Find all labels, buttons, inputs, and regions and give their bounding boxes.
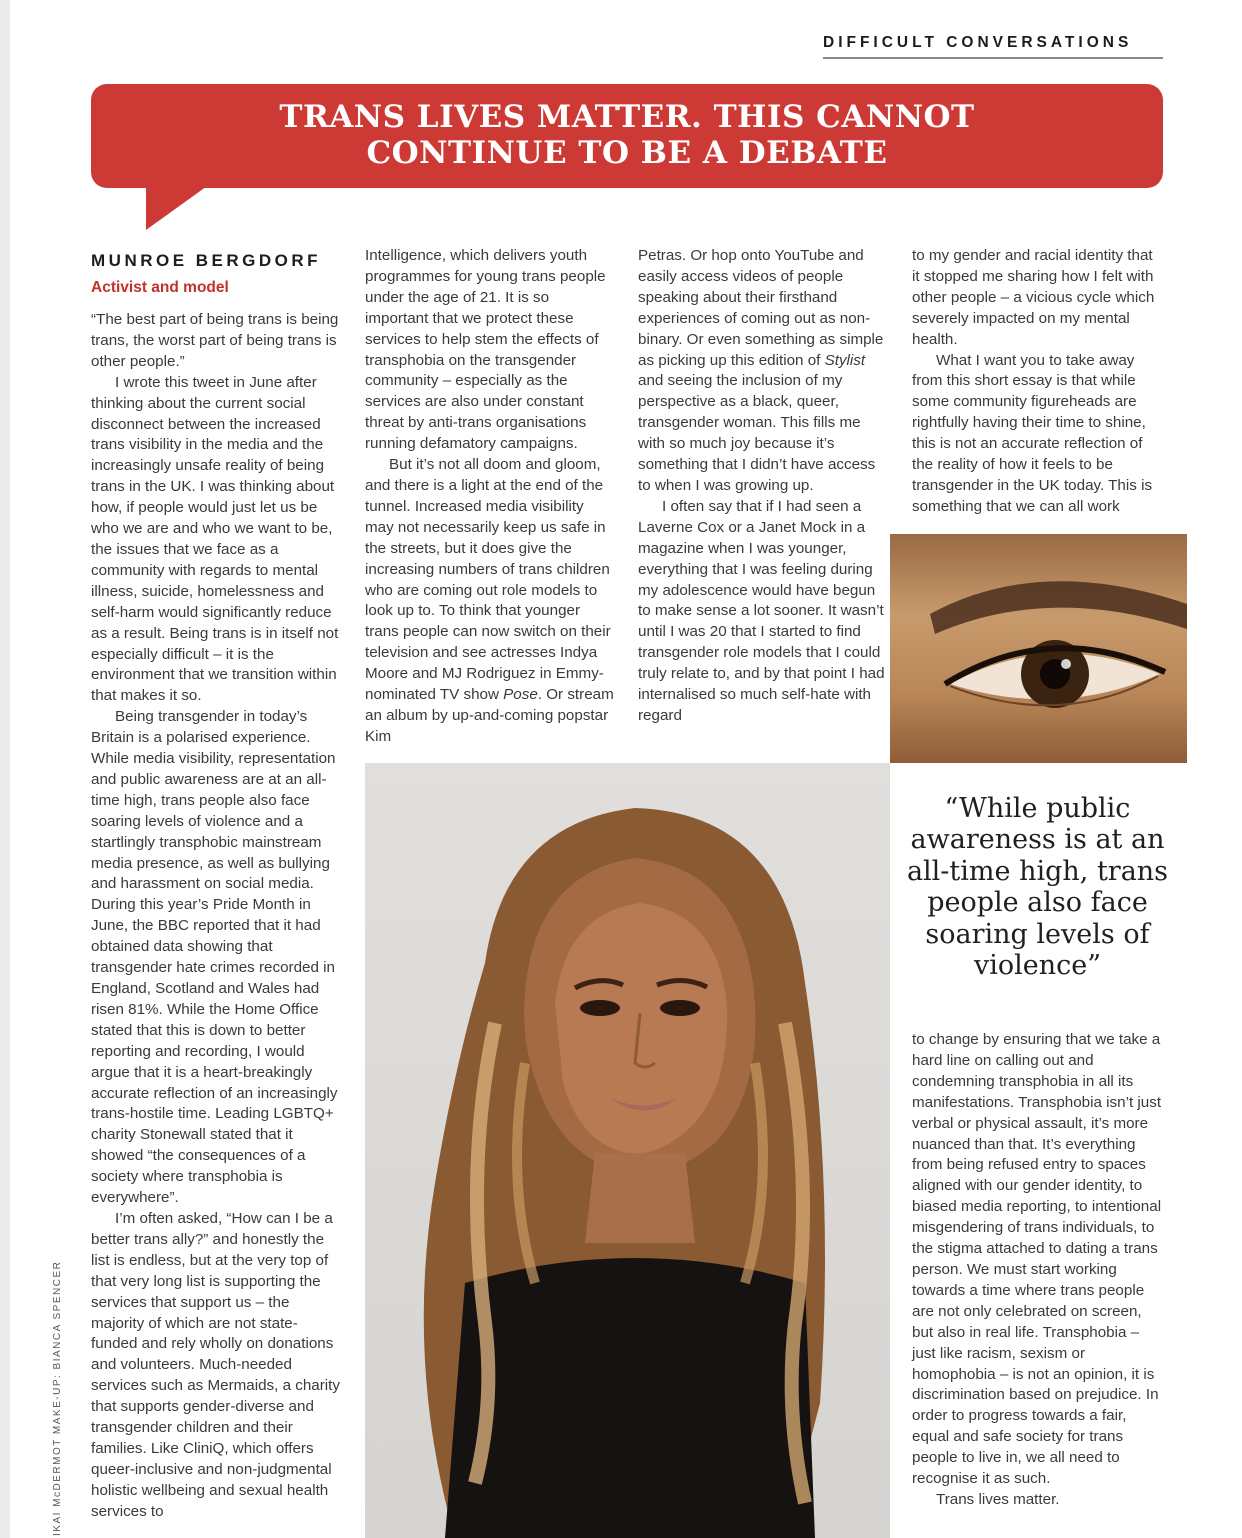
- paragraph: I’m often asked, “How can I be a better trans ally?” and honestly the list is endless, but at the very top of that very long list is supporting the services that support us – the majority of which are not state-funded and rely wholly on donations and volunteers. Much-needed services such as Mermaids, a charity that supports gender-diverse and transgender children and their families. Like CliniQ, which offers queer-inclusive and non-judgmental holistic wellbeing and sexual health services to: [91, 1209, 340, 1520]
- headline-line-1: TRANS LIVES MATTER. THIS CANNOT: [279, 99, 975, 135]
- pull-quote: “While public awareness is at an all-time high, trans people also face soaring levels of violence”: [906, 793, 1169, 982]
- paragraph: to my gender and racial identity that it stopped me sharing how I felt with other people – a vicious cycle which severely impacted on my mental health.: [912, 247, 1155, 348]
- page-edge: [0, 0, 10, 1538]
- headline-line-2: CONTINUE TO BE A DEBATE: [366, 135, 888, 171]
- author-role: Activist and model: [91, 279, 229, 296]
- speech-bubble-tail: [146, 184, 210, 230]
- author-name: MUNROE BERGDORF: [91, 251, 322, 270]
- text-run: But it’s not all doom and gloom, and there is a light at the end of the tunnel. Increased media visibility may not necessarily keep us safe in the streets, but it does give the increasing numbers of trans children who are coming out role models to look up to. To think that younger trans people can now switch on their television and see actresses Indya Moore and MJ Rodriguez in Emmy-nominated TV show: [365, 456, 611, 704]
- text-run: and seeing the inclusion of my perspective as a black, queer, transgender woman. This fills me with so much joy because it’s something that I didn’t have access to when I was growing up.: [638, 372, 876, 494]
- paragraph: Intelligence, which delivers youth programmes for young trans people under the age of 21. It is so important that we protect these services to help stem the effects of transphobia on the transgender community – especially as the services are also under constant threat by anti-trans organisations running defamatory campaigns.: [365, 247, 606, 453]
- article-column-2: [365, 246, 615, 748]
- headline: [91, 99, 1163, 171]
- section-label: DIFFICULT CONVERSATIONS: [823, 34, 1133, 51]
- paragraph: [638, 246, 890, 497]
- article-column-4: [912, 246, 1162, 518]
- paragraph: “The best part of being trans is being trans, the worst part of being trans is other people.”: [91, 311, 339, 370]
- paragraph: [365, 455, 615, 748]
- article-column-1: [91, 250, 344, 1523]
- paragraph: to change by ensuring that we take a hard line on calling out and condemning transphobia in all its manifestations. Transphobia isn’t just verbal or physical assault, it’s more nuanced than that. It’s everything from being refused entry to spaces aligned with our gender identity, to biased media reporting, to intentional misgendering of trans individuals, to the stigma attached to dating a trans person. We must start working towards a time where trans people are not only celebrated on screen, but also in real life. Transphobia – just like racism, sexism or homophobia – is not an opinion, it is discrimination based on prejudice. In order to progress towards a fair, equal and safe society for trans people to live in, we all need to recognise it as such.: [912, 1031, 1162, 1488]
- portrait-illustration: [365, 763, 890, 1538]
- paragraph: I wrote this tweet in June after thinking about the current social disconnect between the increased trans visibility in the media and the increasingly unsafe reality of being trans in the UK. I was thinking about how, if people would just let us be who we are and who we want to be, the issues that we face as a community with regards to mental illness, suicide, homelessness and self-harm would significantly reduce as a result. Being trans is in itself not especially difficult – it is the environment that we transition within that makes it so.: [91, 373, 339, 705]
- eye-closeup-photo: [890, 534, 1187, 763]
- paragraph: What I want you to take away from this short essay is that while some community figureheads are rightfully having their time to shine, this is not an accurate reflection of the reality of how it feels to be transgender in the UK today. This is something that we can all work: [912, 351, 1153, 515]
- magazine-title: Stylist: [824, 351, 866, 369]
- article-column-3: [638, 246, 890, 727]
- portrait-photo: [365, 763, 890, 1538]
- paragraph: I often say that if I had seen a Laverne Cox or a Janet Mock in a magazine when I was younger, everything that I was feeling during my adolescence would have begun to make sense a lot sooner. It wasn’t until I was 20 that I started to find transgender role models that I could truly relate to, and by that point I had internalised so much self-hate with regard: [638, 497, 885, 724]
- eye-illustration: [890, 534, 1187, 763]
- text-run: Petras. Or hop onto YouTube and easily access videos of people speaking about their firsthand experiences of coming out as non-binary. Or even something as simple as picking up this edition of: [638, 247, 884, 369]
- paragraph: Being transgender in today’s Britain is a polarised experience. While media visibility, representation and public awareness are at an all-time high, trans people also face soaring levels of violence and a startlingly transphobic mainstream media presence, as well as bullying and harassment on social media. During this year’s Pride Month in June, the BBC reported that it had obtained data showing that transgender hate crimes recorded in England, Scotland and Wales had risen 81%. While the Home Office stated that this is down to better reporting and recording, I would argue that it is a heart-breakingly accurate reflection of an increasingly trans-hostile time. Leading LGBTQ+ charity Stonewall stated that it showed “the consequences of a society where transphobia is everywhere”.: [91, 708, 338, 1207]
- article-column-4-continued: [912, 1030, 1164, 1511]
- photo-credit: IKAI McDERMOT MAKE-UP: BIANCA SPENCER: [52, 1260, 63, 1536]
- paragraph: Trans lives matter.: [936, 1490, 1060, 1508]
- show-title: Pose: [503, 686, 538, 704]
- text-run: . Or stream an album by up-and-coming popstar Kim: [365, 686, 614, 745]
- section-rule: [823, 57, 1163, 59]
